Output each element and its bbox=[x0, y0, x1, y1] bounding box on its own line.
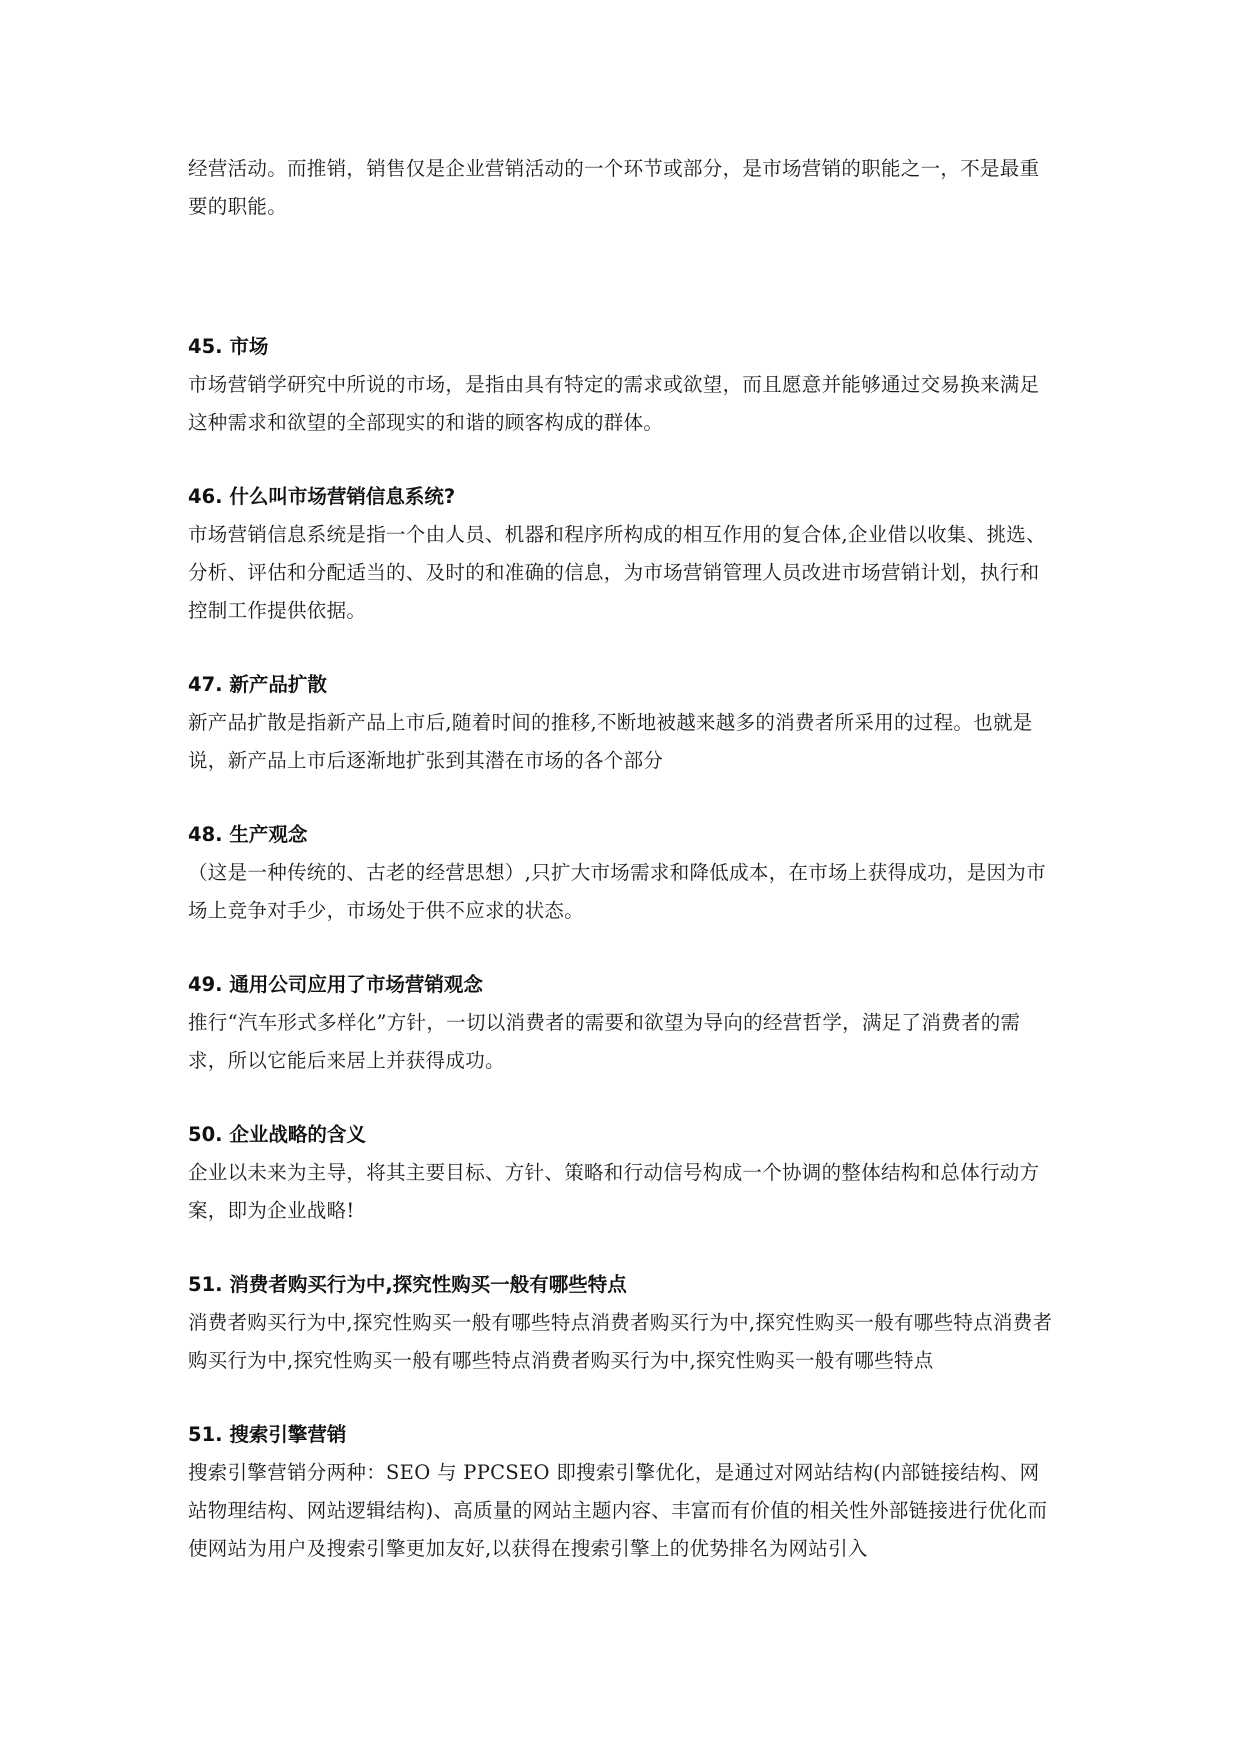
section-51b bbox=[188, 1416, 1058, 1568]
section-heading: 45. 市场 bbox=[188, 335, 269, 358]
section-heading: 49. 通用公司应用了市场营销观念 bbox=[188, 973, 483, 996]
section-51a bbox=[188, 1266, 1058, 1380]
section-49 bbox=[188, 966, 1058, 1080]
spacer bbox=[188, 630, 1058, 666]
spacer bbox=[188, 1080, 1058, 1116]
section-body: 消费者购买行为中,探究性购买一般有哪些特点消费者购买行为中,探究性购买一般有哪些特点消费者购买行为中,探究性购买一般有哪些特点消费者购买行为中,探究性购买一般有哪些特点 bbox=[188, 1311, 1053, 1372]
spacer bbox=[188, 442, 1058, 478]
section-heading: 48. 生产观念 bbox=[188, 823, 308, 846]
section-heading: 51. 消费者购买行为中,探究性购买一般有哪些特点 bbox=[188, 1273, 627, 1296]
section-body: 搜索引擎营销分两种：SEO 与 PPCSEO 即搜索引擎优化，是通过对网站结构(内部链接结构、网站物理结构、网站逻辑结构)、高质量的网站主题内容、丰富而有价值的相关性外部链接进行优化而使网站为用户及搜索引擎更加友好,以获得在搜索引擎上的优势排名为网站引入 bbox=[188, 1461, 1048, 1560]
spacer bbox=[188, 930, 1058, 966]
section-48 bbox=[188, 816, 1058, 930]
section-heading: 46. 什么叫市场营销信息系统? bbox=[188, 485, 456, 508]
section-body: 推行“汽车形式多样化”方针，一切以消费者的需要和欲望为导向的经营哲学，满足了消费者的需求，所以它能后来居上并获得成功。 bbox=[188, 1011, 1021, 1072]
section-heading: 51. 搜索引擎营销 bbox=[188, 1423, 347, 1446]
spacer bbox=[188, 780, 1058, 816]
section-45 bbox=[188, 328, 1058, 442]
section-46 bbox=[188, 478, 1058, 630]
section-47 bbox=[188, 666, 1058, 780]
section-body: 市场营销信息系统是指一个由人员、机器和程序所构成的相互作用的复合体,企业借以收集、挑选、分析、评估和分配适当的、及时的和准确的信息，为市场营销管理人员改进市场营销计划，执行和控制工作提供依据。 bbox=[188, 523, 1046, 622]
section-body: 市场营销学研究中所说的市场，是指由具有特定的需求或欲望，而且愿意并能够通过交易换来满足这种需求和欲望的全部现实的和谐的顾客构成的群体。 bbox=[188, 373, 1040, 434]
section-50 bbox=[188, 1116, 1058, 1230]
section-body: 企业以未来为主导，将其主要目标、方针、策略和行动信号构成一个协调的整体结构和总体行动方案，即为企业战略! bbox=[188, 1161, 1040, 1222]
section-heading: 50. 企业战略的含义 bbox=[188, 1123, 366, 1146]
intro-paragraph: 经营活动。而推销，销售仅是企业营销活动的一个环节或部分，是市场营销的职能之一，不是最重要的职能。 bbox=[188, 157, 1040, 218]
section-body: （这是一种传统的、古老的经营思想）,只扩大市场需求和降低成本，在市场上获得成功，是因为市场上竞争对手少，市场处于供不应求的状态。 bbox=[188, 861, 1046, 922]
document-page bbox=[188, 150, 1058, 1568]
section-body: 新产品扩散是指新产品上市后,随着时间的推移,不断地被越来越多的消费者所采用的过程。也就是说，新产品上市后逐渐地扩张到其潜在市场的各个部分 bbox=[188, 711, 1033, 772]
spacer bbox=[188, 1230, 1058, 1266]
spacer bbox=[188, 226, 1058, 328]
spacer bbox=[188, 1380, 1058, 1416]
section-heading: 47. 新产品扩散 bbox=[188, 673, 327, 696]
